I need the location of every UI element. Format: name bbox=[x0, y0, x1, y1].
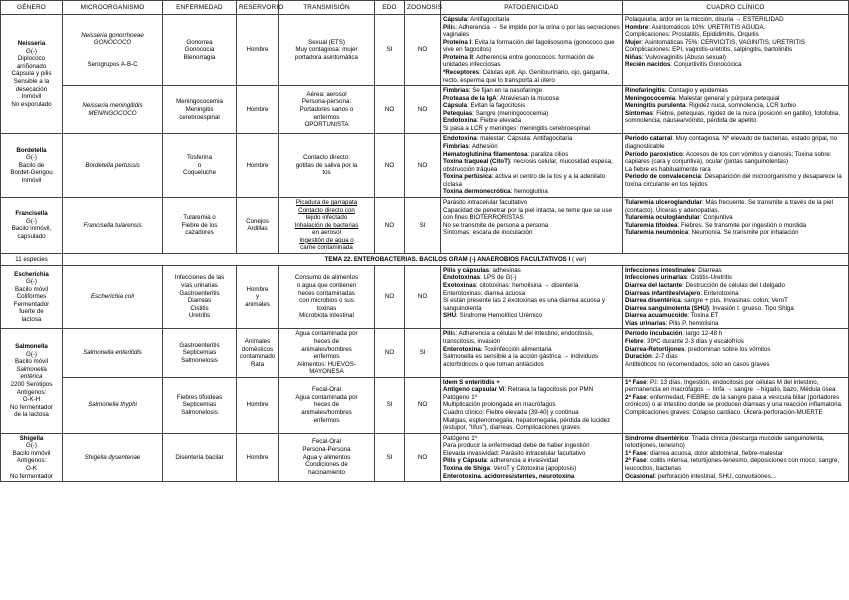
cell-line: Endotoxina: malestar; Cápsula: Antifagocitaria bbox=[443, 135, 573, 143]
table-cell: Hombre bbox=[237, 433, 279, 481]
table-cell bbox=[441, 329, 623, 377]
table-cell bbox=[623, 377, 849, 433]
cell-line: tejido infectado bbox=[305, 214, 348, 222]
cell-line: Aérea: aerosol bbox=[306, 90, 347, 98]
cell-line: cazadores bbox=[185, 229, 214, 237]
cell-line: Cápsula y pilis bbox=[11, 70, 52, 78]
cell-line: Shigella bbox=[19, 434, 44, 442]
table-row bbox=[1, 15, 849, 86]
cell-line: Condiciones de bbox=[305, 461, 348, 469]
cell-line: Periodo de convalecencia: Desaparición del microorganismo y desaparece la toxina circulante en los tejidos bbox=[625, 173, 842, 188]
cell-line: Cápsula: Antifagocitaria bbox=[443, 16, 510, 23]
cell-line: Infecciones de las bbox=[174, 274, 225, 282]
table-cell bbox=[623, 265, 849, 329]
cell-line: Cistitis bbox=[190, 304, 209, 312]
cell-line: Niñas: Vulvovaginitis (Abuso sexual) bbox=[625, 53, 726, 61]
table-cell bbox=[623, 15, 849, 86]
cell-line: Período incubación: largo 12-48 h bbox=[625, 330, 723, 338]
cell-line: Picadura de garrapata bbox=[295, 198, 358, 206]
cell-line: tos bbox=[322, 169, 331, 177]
cell-line: Muy contagiosa: mujer bbox=[295, 46, 358, 54]
table-cell: NO bbox=[405, 86, 441, 134]
cell-line: enfermos bbox=[313, 353, 340, 361]
table-cell bbox=[623, 329, 849, 377]
table-cell: Bordetella pertussis bbox=[63, 134, 163, 198]
cell-line: Parásito intracelular facultativo bbox=[443, 198, 528, 206]
cell-line: Complicaciones: EPI, vaginitis-uretritis, salpingitis, bartolinitis bbox=[625, 46, 793, 54]
column-header: PATOGENICIDAD bbox=[441, 1, 623, 15]
table-cell: Salmonella thyphi bbox=[63, 377, 163, 433]
cell-line: Patógeno 1º bbox=[443, 393, 477, 401]
cell-line: Síntomas: escara de inoculación bbox=[443, 229, 533, 237]
table-cell bbox=[441, 15, 623, 86]
table-cell: NO bbox=[405, 265, 441, 329]
cell-line: Proteína II: Adherencia entre gonococos: formación de unidades infecciosas bbox=[443, 53, 594, 69]
cell-line: heces de bbox=[313, 401, 340, 409]
cell-line: Agua y alimentos bbox=[302, 453, 351, 461]
cell-line: Coqueluche bbox=[182, 169, 217, 177]
table-cell: Shigella dysenteriae bbox=[63, 433, 163, 481]
cell-line: Sensible a la bbox=[13, 78, 50, 85]
cell-line: Coliformes bbox=[16, 293, 47, 301]
cell-line: Antígenos: bbox=[16, 457, 47, 465]
cell-line: Enterotoxina. acidorresistentes, neurotoxina bbox=[443, 472, 575, 480]
cell-line: Fiebre de los bbox=[181, 221, 218, 229]
table-cell: SI bbox=[405, 197, 441, 253]
cell-line: Toxina traqueal (CitoT): necrosis celular, mucosidad espesa, obstrucción tráquea bbox=[443, 158, 613, 173]
cell-line: Gastroenteritis bbox=[179, 289, 220, 297]
cell-line: Exotoxinas: citotoxinas: hemolisina → disentería bbox=[443, 282, 579, 289]
table-cell bbox=[441, 377, 623, 433]
cell-line: Tularemia neumónica: Neumonía. Se transmite por inhalación bbox=[625, 229, 799, 237]
cell-line: Pilis: Adherencia → Se impide por la orina o por las secreciones vaginales bbox=[443, 23, 620, 39]
cell-line: Hombre: Asintomáticos 10%: URETRITIS AGUDA. bbox=[625, 23, 766, 31]
cell-line: Microbiota intestinal bbox=[299, 312, 354, 320]
cell-line: Proteasa de la IgA: Atraviesan la mucosa bbox=[443, 94, 559, 102]
table-cell: Francisella tularensis bbox=[63, 197, 163, 253]
cell-line: Persona-persona: bbox=[301, 98, 352, 106]
cell-line: Pilis y cápsulas: adhesinas bbox=[443, 266, 521, 274]
cell-line: Francisella bbox=[15, 210, 48, 218]
column-header: ENFERMEDAD bbox=[163, 1, 237, 15]
cell-line: fuerte de bbox=[19, 308, 44, 316]
cell-line: Animales bbox=[244, 337, 271, 345]
cell-line: Rata bbox=[250, 360, 265, 368]
cell-line: Tularemia o bbox=[183, 214, 216, 222]
cell-line: Cuadro clínico: Fiebre elevada (39-40) y continua bbox=[443, 409, 579, 416]
section-separator bbox=[1, 253, 849, 265]
cell-line: portadora asintomática bbox=[295, 53, 358, 61]
cell-line: Capacidad de penetrar por la piel intacta, se teme que se use con fines BIOTERRORISTAS bbox=[443, 206, 612, 222]
table-row bbox=[1, 134, 849, 198]
cell-line: MAYONESA bbox=[309, 368, 344, 376]
cell-line: Salmonelosis bbox=[181, 356, 218, 364]
cell-line: entérica bbox=[20, 373, 43, 381]
table-cell: Hombre bbox=[237, 377, 279, 433]
cell-line: G(-) bbox=[26, 47, 37, 55]
cell-line: toxinas bbox=[316, 304, 337, 312]
cell-line: Agua contaminada por bbox=[295, 330, 358, 338]
cell-line: hacinamiento bbox=[308, 468, 345, 476]
header-row bbox=[1, 1, 849, 15]
genus-cell bbox=[1, 134, 63, 198]
cell-line: Mujer: Asintomáticas 75%: CERVICITIS, VAGINITIS, URETRITIS bbox=[625, 38, 805, 46]
cell-line: Septicemias bbox=[182, 349, 217, 357]
table-cell bbox=[623, 433, 849, 481]
cell-line: heces de bbox=[313, 337, 340, 345]
cell-line: Toxina de Shiga: VeroT y Citotoxina (apoptosis) bbox=[443, 464, 577, 472]
cell-line: Endotoxinas: LPS de G(-) bbox=[443, 274, 517, 282]
cell-line: lactosa bbox=[21, 316, 42, 324]
cell-line: Serogrupos A-B-C bbox=[87, 60, 138, 68]
cell-line: Síndrome disentérico: Triada clínica (descarga mucoide sanguinolenta, retortijones, tenesmo) bbox=[625, 434, 825, 450]
cell-line: Diplococo bbox=[17, 55, 46, 63]
table-row bbox=[1, 329, 849, 377]
cell-line: Enterotoxina: Toxiinfección alimentaria bbox=[443, 345, 552, 353]
cell-line: Gonococia bbox=[184, 46, 215, 54]
cell-line: Toxina dermonecrótica: hemoglutina bbox=[443, 188, 548, 196]
column-header: EDO bbox=[375, 1, 405, 15]
cell-line: Hombre bbox=[246, 285, 269, 293]
table-cell bbox=[623, 197, 849, 253]
cell-line: Recién nacidos: Conjuntivitis Gonocócica bbox=[625, 61, 742, 69]
cell-line: Síntomas: Fiebre, petequias, rigidez de la nuca (posición en gatillo), fotofobia, somnolencia, náusea/vómito, pérdida de apetito bbox=[625, 109, 840, 125]
table-cell bbox=[163, 15, 237, 86]
table-cell: Hombre bbox=[237, 86, 279, 134]
cell-line: OPORTUNISTA bbox=[304, 121, 349, 129]
table-cell bbox=[237, 329, 279, 377]
cell-line: Ocasional: perforación intestinal, SHU, convulsiones... bbox=[625, 472, 776, 480]
cell-line: Bacilo inmóvil bbox=[12, 449, 51, 457]
cell-line: arriñonado bbox=[16, 62, 47, 70]
table-cell bbox=[623, 134, 849, 198]
column-header: CUADRO CLÍNICO bbox=[623, 1, 849, 15]
table-cell: SI bbox=[375, 377, 405, 433]
cell-line: Si pasa a LCR y meninges: meningitis cerebroespinal bbox=[443, 124, 590, 132]
cell-line: Meningococemia bbox=[176, 98, 223, 106]
section-title-ref: ( ver) bbox=[570, 255, 587, 263]
section-title bbox=[63, 253, 849, 265]
cell-line: SHU: Síndrome Hemolítico Urémico bbox=[443, 312, 543, 320]
species-count: 11 especies bbox=[1, 253, 63, 265]
cell-line: Cápsula: Evitan la fagocitosis bbox=[443, 102, 526, 110]
table-cell: NO bbox=[375, 197, 405, 253]
cell-line: Para producir la enfermedad debe de haber ingestión bbox=[443, 442, 590, 450]
table-cell: NO bbox=[375, 134, 405, 198]
cell-line: Meningococemia: Malestar general y púrpura petequial bbox=[625, 94, 780, 102]
cell-line: Fiebre: 39ºC durante 2-3 días y escalofríos bbox=[625, 337, 744, 345]
cell-line: Consumo de alimentos bbox=[294, 274, 359, 282]
cell-line: 2ª Fase: colitis intensa, retortijones-tenesmo, deposiciones con moco, sangre, leucocitos, bacterias bbox=[625, 457, 840, 472]
cell-line: Vías urinarias: Pilis P, hemolisina bbox=[625, 319, 719, 327]
cell-line: 2200 Serotipos bbox=[10, 381, 53, 389]
cell-line: Persona-Persona bbox=[302, 446, 351, 454]
table-cell bbox=[237, 265, 279, 329]
table-row bbox=[1, 197, 849, 253]
cell-line: Salmonelosis bbox=[181, 409, 218, 416]
table-cell: NO bbox=[405, 377, 441, 433]
table-cell bbox=[279, 197, 375, 253]
cell-line: Antígenos: bbox=[16, 388, 47, 396]
cell-line: o bbox=[197, 161, 202, 169]
cell-line: domésticos bbox=[241, 345, 274, 353]
cell-line: con microbios o sus bbox=[299, 297, 354, 305]
cell-line: vías urinarias bbox=[181, 282, 218, 289]
cell-line: Enterotoxinas: diarrea acuosa bbox=[443, 289, 526, 297]
table-cell bbox=[279, 15, 375, 86]
cell-line: La fiebre es habitualmente rara bbox=[625, 165, 711, 173]
cell-line: Endotoxina: Fiebre elevada bbox=[443, 117, 522, 125]
cell-line: Tosferina bbox=[186, 154, 213, 162]
cell-line: Diarreas infantiles/viajero: Enterotoxina bbox=[625, 289, 739, 297]
cell-line: Gastroenteritis bbox=[179, 341, 220, 349]
cell-line: Multiplicación prolongada en macrófagos bbox=[443, 401, 556, 409]
table-cell bbox=[279, 433, 375, 481]
cell-line: Fimbrias: Adhesión bbox=[443, 143, 498, 150]
cell-line: Uretritis bbox=[188, 312, 211, 320]
table-cell: NO bbox=[405, 15, 441, 86]
cell-line: G(-) bbox=[26, 278, 37, 286]
table-cell bbox=[441, 134, 623, 198]
cell-line: Proteína I: Evita la formación del fagolisosoma (gonococo que vive en fagocitos) bbox=[443, 38, 615, 54]
section-title-text: TEMA 22. ENTEROBACTERIAS. BACILOS GRAM (-) ANAEROBIOS FACULTATIVOS I bbox=[324, 255, 571, 263]
table-cell: NO bbox=[405, 433, 441, 481]
column-header: RESERVORIO bbox=[237, 1, 279, 15]
table-cell bbox=[279, 265, 375, 329]
cell-line: Septicemias bbox=[182, 401, 217, 409]
table-cell bbox=[163, 265, 237, 329]
genus-cell bbox=[1, 265, 63, 329]
cell-line: Si están presente las 2 exotoxinas es una diarrea acuosa y sanguinolenta bbox=[443, 297, 606, 312]
table-cell bbox=[163, 134, 237, 198]
cell-line: Fecal-Oral bbox=[312, 438, 341, 446]
column-header: TRANSMISIÓN bbox=[279, 1, 375, 15]
cell-line: Neisseria meningitidis bbox=[82, 102, 143, 110]
cell-line: Contacto directo: bbox=[303, 154, 350, 162]
table-cell bbox=[63, 15, 163, 86]
cell-line: Ingestión de agua o bbox=[299, 236, 354, 244]
cell-line: Diarreas bbox=[187, 297, 212, 305]
table-row bbox=[1, 433, 849, 481]
cell-line: Inmóvil bbox=[21, 93, 42, 101]
cell-line: Salmonella es sensible a la acción gástrica → individuos aclorhídricos o que toman antiácidos bbox=[443, 353, 599, 368]
cell-line: Meningitis bbox=[185, 105, 214, 113]
cell-line: animales/hombres bbox=[301, 409, 352, 416]
cell-line: 2ª Fase: enfermedad, FIEBRE: de la sangre pasa a vesícula biliar (portadores crónicos) o al intestino donde se producen diarreas y una reacción inflamatoria. Complicaciones graves: Colapso cardiaco. Úlcera-perforación-MUERTE bbox=[625, 393, 843, 416]
cell-line: G(-) bbox=[26, 217, 37, 225]
cell-line: Hematoglutinina filamentosa: paraliza cilios bbox=[443, 150, 569, 158]
table-cell bbox=[623, 86, 849, 134]
cell-line: Fecal-Oral bbox=[312, 386, 341, 394]
cell-line: Elevada invasividad: Parásito intracelular facultativo bbox=[443, 449, 586, 457]
cell-line: Conejos bbox=[246, 217, 269, 225]
genus-cell bbox=[1, 329, 63, 433]
cell-line: Bacilo inmóvil, bbox=[11, 225, 52, 233]
cell-line: Antibióticos no recomendados, sólo en casos graves bbox=[625, 360, 770, 368]
cell-line: Duración: 2-7 días bbox=[625, 353, 678, 361]
cell-line: gotitas de saliva por la bbox=[295, 161, 358, 169]
cell-line: de la lactosa bbox=[14, 411, 49, 419]
table-row bbox=[1, 377, 849, 433]
cell-line: o agua que contienen bbox=[296, 282, 357, 289]
cell-line: G(-) bbox=[26, 154, 37, 162]
cell-line: No se transmite de persona a persona bbox=[443, 221, 549, 229]
cell-line: Complicaciones: Prostatitis, Epididimitis, Orquitis bbox=[625, 31, 759, 39]
cell-line: 1ª Fase: P.I: 13 días. Ingestión, endocitosis por células M del intestino, permanencia en macrófagos → linfa → sangre →hígado, bazo, Médula ósea bbox=[625, 378, 836, 394]
table-cell: Escherichia coli bbox=[63, 265, 163, 329]
cell-line: Fimbrias: Se fijan en la nasofaringe bbox=[443, 87, 543, 95]
cell-line: Sexual (ETS) bbox=[308, 38, 345, 46]
cell-line: y bbox=[255, 293, 260, 301]
cell-line: GONOCOCO bbox=[93, 39, 132, 47]
cell-line: Petequias: Sangre (meningococemia) bbox=[443, 109, 549, 117]
cell-line: O-K-H bbox=[22, 396, 41, 404]
cell-line: Escherichia bbox=[14, 270, 49, 278]
cell-line: Inhalación de bacterias bbox=[294, 221, 359, 229]
genus-cell bbox=[1, 197, 63, 253]
table-cell bbox=[163, 197, 237, 253]
cell-line: Periodo paroxístico: Accesos de tos con vómitos y cianosis; Toxina sobre: capilares (cara y conjuntiva), ocular (pintas sanguinolentas) bbox=[625, 150, 832, 166]
cell-line: Bacilo móvil bbox=[14, 358, 48, 366]
cell-line: Gonorrea bbox=[186, 38, 213, 46]
cell-line: Neisseria bbox=[17, 40, 46, 48]
cell-line: Infecciones intestinales: Diarreas bbox=[625, 266, 722, 274]
cell-line: animales/hombres bbox=[301, 345, 352, 353]
table-cell bbox=[163, 86, 237, 134]
cell-line: Portadores sanos o bbox=[299, 105, 354, 113]
cell-line: Alimentos: HUEVOS- bbox=[297, 360, 356, 368]
cell-line: Inmóvil bbox=[21, 177, 42, 185]
table-cell bbox=[441, 86, 623, 134]
cell-line: Tularemia oculoglandular: Conjuntiva bbox=[625, 214, 733, 222]
table-cell bbox=[63, 86, 163, 134]
cell-line: capsulado bbox=[17, 232, 46, 240]
cell-line: Tularemia ulceroglandular: Más frecuente. Se transmite a través de la piel (contacto). Úlceras y adenopatías. bbox=[625, 198, 833, 214]
cell-line: G(-) bbox=[26, 442, 37, 450]
table-cell bbox=[279, 377, 375, 433]
table-cell: Disentería bacilar bbox=[163, 433, 237, 481]
cell-line: Neisseria gonorrhoeae bbox=[81, 31, 144, 39]
cell-line: Toxina pertúsica: activa el centro de la tos y a la adenilato ciclasa bbox=[443, 173, 606, 188]
table-row bbox=[1, 265, 849, 329]
table-cell bbox=[279, 134, 375, 198]
table-cell: NO bbox=[375, 86, 405, 134]
cell-line: 1ª Fase: diarrea acuosa, dolor abdominal, fiebre-malestar bbox=[625, 449, 784, 457]
genus-cell bbox=[1, 433, 63, 481]
cell-line: Bordetella bbox=[16, 146, 47, 154]
table-cell bbox=[279, 86, 375, 134]
table-cell: NO bbox=[375, 329, 405, 377]
cell-line: Meningitis purulenta: Rigidez nuca, somnolencia, LCR turbio bbox=[625, 102, 796, 110]
cell-line: MENINGOCOCO bbox=[88, 109, 137, 117]
cell-line: Diarrea sanguinolenta (SHU): Invasión I. grueso. Tipo Shiga bbox=[625, 304, 794, 312]
cell-line: Ardillas bbox=[247, 225, 268, 233]
column-header: ZOONOSIS bbox=[405, 1, 441, 15]
cell-line: Diarrea del lactante: Destrucción de células del I.delgado bbox=[625, 282, 785, 289]
cell-line: No fermentador bbox=[10, 472, 53, 480]
cell-line: Bacilo de bbox=[18, 161, 45, 169]
table-cell bbox=[279, 329, 375, 377]
cell-line: Bacilo móvil bbox=[14, 285, 48, 293]
cell-line: enfermos bbox=[313, 113, 340, 121]
cell-line: Agua contaminada por bbox=[295, 393, 358, 401]
table-cell: Hombre bbox=[237, 134, 279, 198]
cell-line: Antígeno capsular Vi: Retrasa la fagocitosis por PMN bbox=[443, 386, 594, 394]
cell-line: Idem S enteritidis + bbox=[443, 378, 500, 386]
cell-line: heces contaminadas bbox=[298, 289, 355, 297]
cell-line: Fermentador bbox=[13, 300, 50, 308]
cell-line: en aerosol bbox=[312, 229, 341, 237]
cell-line: Diarrea acuamucoide: Toxina ET bbox=[625, 312, 719, 320]
table-cell: SI bbox=[375, 433, 405, 481]
cell-line: Fiebres tifoideas bbox=[176, 393, 223, 401]
table-cell bbox=[441, 265, 623, 329]
cell-line: animales bbox=[245, 300, 270, 308]
column-header: MICROORGANISMO bbox=[63, 1, 163, 15]
table-row bbox=[1, 86, 849, 134]
table-cell: Hombre bbox=[237, 15, 279, 86]
cell-line: Polaquiuria, ardor en la micción, disuria → ESTERILIDAD bbox=[625, 16, 784, 23]
cell-line: Patógeno 1º bbox=[443, 434, 477, 442]
cell-line: No fermentador bbox=[10, 403, 53, 411]
cell-line: Diarrea disentérica: sangre + pus. Invasinas: colon; VeroT bbox=[625, 297, 788, 305]
cell-line: cerebroespinal bbox=[179, 113, 220, 121]
genus-cell bbox=[1, 15, 63, 134]
table-cell: NO bbox=[375, 265, 405, 329]
cell-line: Salmonella bbox=[16, 365, 47, 373]
cell-line: carne contaminada bbox=[300, 244, 353, 252]
cell-line: Mialgias, esplenomegalia, hepatomegalia, pérdida de lucidez (estupor, "tifus"), diarreas. Complicaciones graves bbox=[443, 416, 611, 432]
cell-line: Periodo catarral: Muy contagiosa. Nº elevado de bacterias, estado gripal, no diagnosticable bbox=[625, 135, 838, 150]
cell-line: enfermos bbox=[313, 416, 340, 424]
table-cell bbox=[441, 197, 623, 253]
table-cell bbox=[441, 433, 623, 481]
cell-line: Pilis y Cápsula: adherencia a invasividad bbox=[443, 457, 559, 465]
cell-line: Salmonella bbox=[15, 343, 48, 351]
table-cell bbox=[163, 329, 237, 377]
column-header: GÉNERO bbox=[1, 1, 63, 15]
cell-line: Infecciones urinarias: Cistitis-Uretritis bbox=[625, 274, 732, 282]
cell-line: Diarrea-Retortijones: predominan sobre los vómitos bbox=[625, 345, 771, 353]
table-cell bbox=[163, 377, 237, 433]
cell-line: Blenorragia bbox=[183, 53, 216, 61]
cell-line: Contacto directo con bbox=[298, 206, 355, 214]
cell-line: Rinofaringitis: Contagio y epidemias bbox=[625, 87, 728, 95]
cell-line: Tularemia tifoidea: Fiebres. Se transmite por ingestión o mordida bbox=[625, 221, 807, 229]
table-cell: NO bbox=[405, 134, 441, 198]
cell-line: O-K bbox=[25, 464, 37, 472]
cell-line: No esporulado bbox=[11, 100, 52, 108]
table-cell bbox=[237, 197, 279, 253]
table-cell: SI bbox=[405, 329, 441, 377]
cell-line: Pilis: Adherencia a células M del intestino, endocitosis, transcitosis, invasión bbox=[443, 330, 594, 345]
table-cell: SI bbox=[375, 15, 405, 86]
cell-line: *Receptores: Células epit. Ap. Genitourinario, ojo, garganta, recto, esperma que lo transporta al útero bbox=[443, 68, 610, 84]
table-cell: Salmonella enteritidis bbox=[63, 329, 163, 377]
cell-line: desecación bbox=[15, 85, 48, 93]
cell-line: G(-) bbox=[26, 350, 37, 358]
cell-line: Bordet-Gengou bbox=[10, 169, 53, 177]
cell-line: contaminado bbox=[239, 353, 276, 361]
